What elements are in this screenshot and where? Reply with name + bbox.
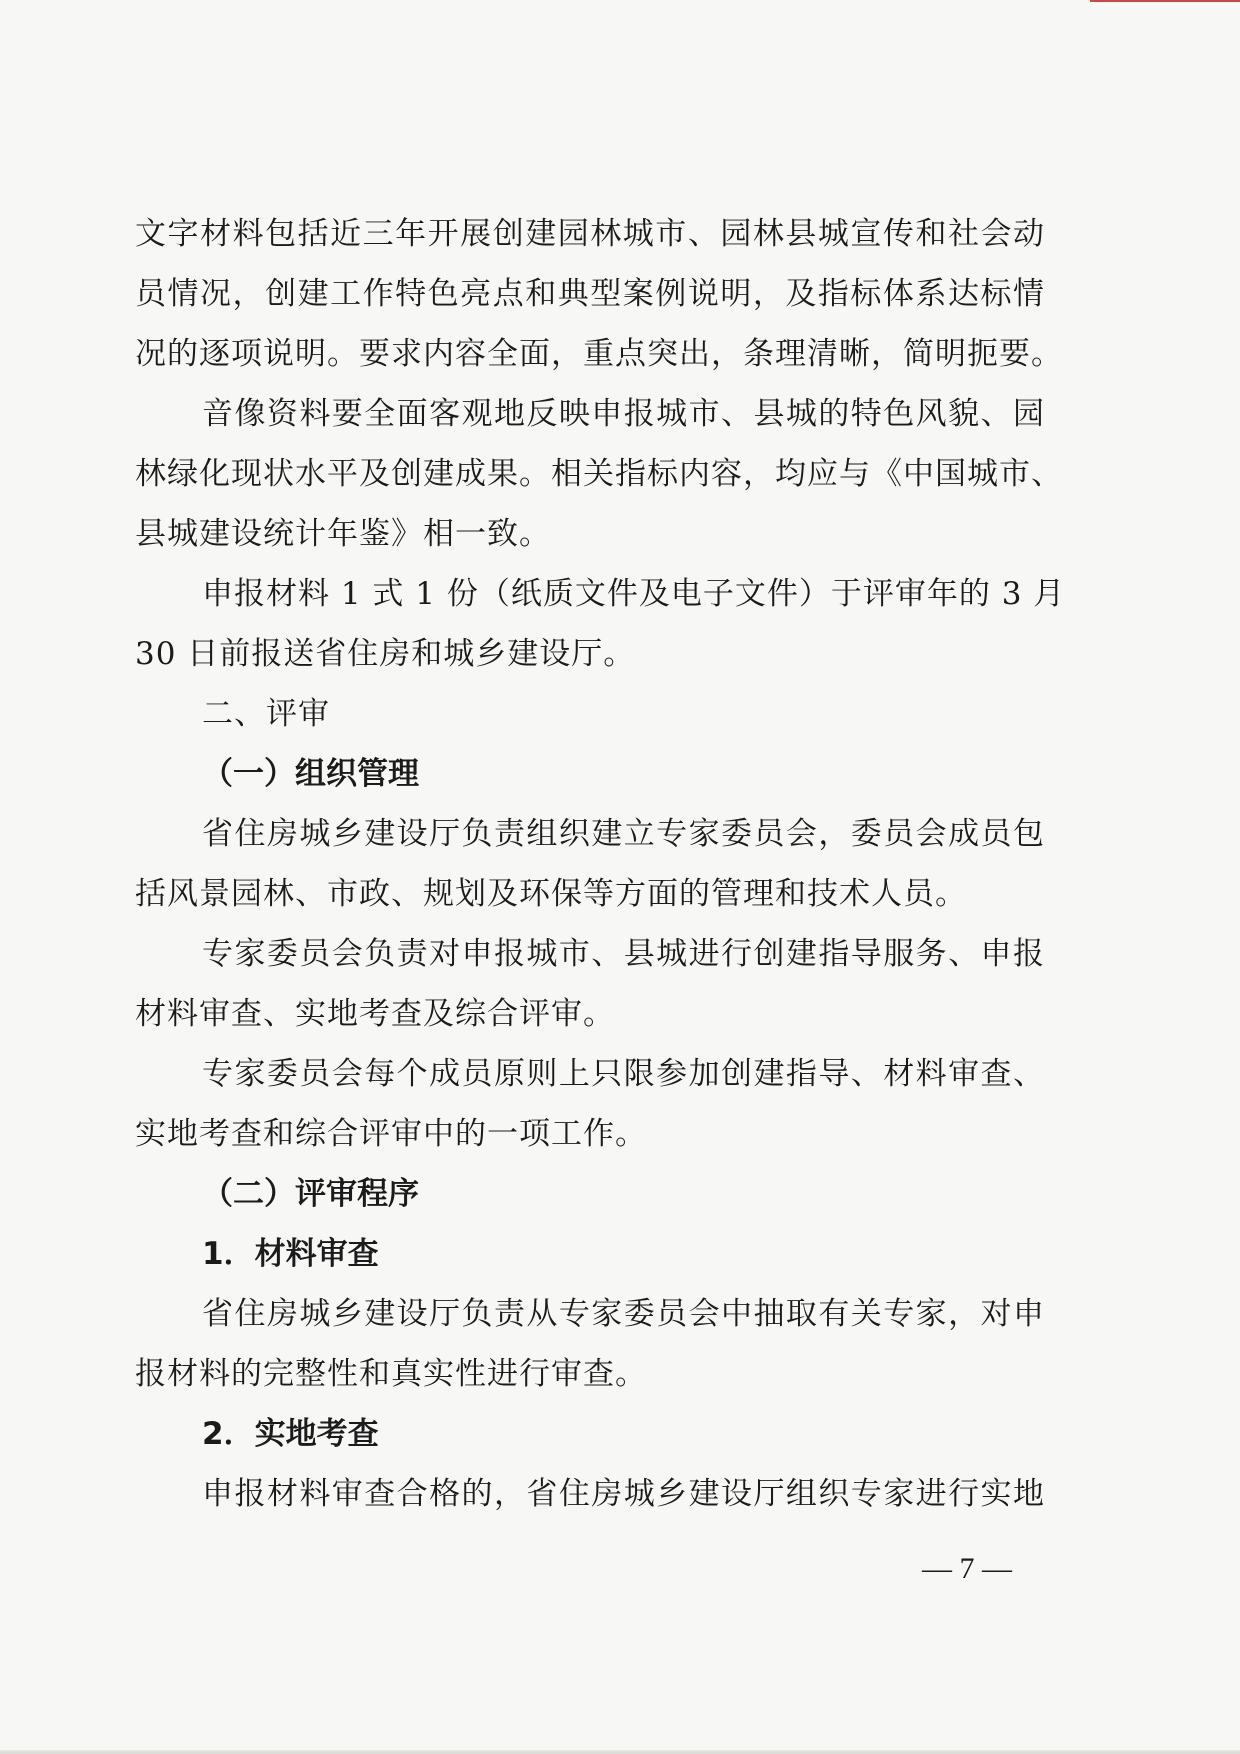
scan-bottom-edge xyxy=(0,1750,1240,1754)
page-number: — 7 — xyxy=(922,1552,1012,1585)
paragraph-7-line-1: 省住房城乡建设厅负责从专家委员会中抽取有关专家，对申 xyxy=(202,1296,1045,1332)
paragraph-3-line-1: 申报材料 1 式 1 份（纸质文件及电子文件）于评审年的 3 月 xyxy=(202,576,1066,612)
subsection-1-heading: （一）组织管理 xyxy=(202,756,419,792)
paragraph-1-line-3: 况的逐项说明。要求内容全面，重点突出，条理清晰，简明扼要。 xyxy=(135,336,1063,372)
paragraph-1-line-2: 员情况，创建工作特色亮点和典型案例说明，及指标体系达标情 xyxy=(135,276,1045,312)
paragraph-1-line-1: 文字材料包括近三年开展创建园林城市、园林县城宣传和社会动 xyxy=(135,216,1045,252)
section-2-heading: 二、评审 xyxy=(202,696,330,732)
paragraph-4-line-2: 括风景园林、市政、规划及环保等方面的管理和技术人员。 xyxy=(135,876,967,912)
paragraph-8-line-1: 申报材料审查合格的，省住房城乡建设厅组织专家进行实地 xyxy=(202,1476,1045,1512)
paragraph-2-line-2: 林绿化现状水平及创建成果。相关指标内容，均应与《中国城市、 xyxy=(135,456,1063,492)
paragraph-5-line-1: 专家委员会负责对申报城市、县城进行创建指导服务、申报 xyxy=(202,936,1045,972)
subsection-2-heading: （二）评审程序 xyxy=(202,1176,419,1212)
paragraph-2-line-1: 音像资料要全面客观地反映申报城市、县城的特色风貌、园 xyxy=(202,396,1045,432)
paragraph-4-line-1: 省住房城乡建设厅负责组织建立专家委员会，委员会成员包 xyxy=(202,816,1045,852)
paragraph-6-line-1: 专家委员会每个成员原则上只限参加创建指导、材料审查、 xyxy=(202,1056,1045,1092)
paragraph-5-line-2: 材料审查、实地考查及综合评审。 xyxy=(135,996,615,1032)
paragraph-6-line-2: 实地考查和综合评审中的一项工作。 xyxy=(135,1116,647,1152)
paragraph-7-line-2: 报材料的完整性和真实性进行审查。 xyxy=(135,1356,647,1392)
scan-edge-mark xyxy=(1090,0,1240,2)
item-2-heading: 2．实地考查 xyxy=(202,1416,379,1452)
paragraph-3-line-2: 30 日前报送省住房和城乡建设厅。 xyxy=(135,636,636,672)
item-1-heading: 1．材料审查 xyxy=(202,1236,379,1272)
paragraph-2-line-3: 县城建设统计年鉴》相一致。 xyxy=(135,516,551,552)
